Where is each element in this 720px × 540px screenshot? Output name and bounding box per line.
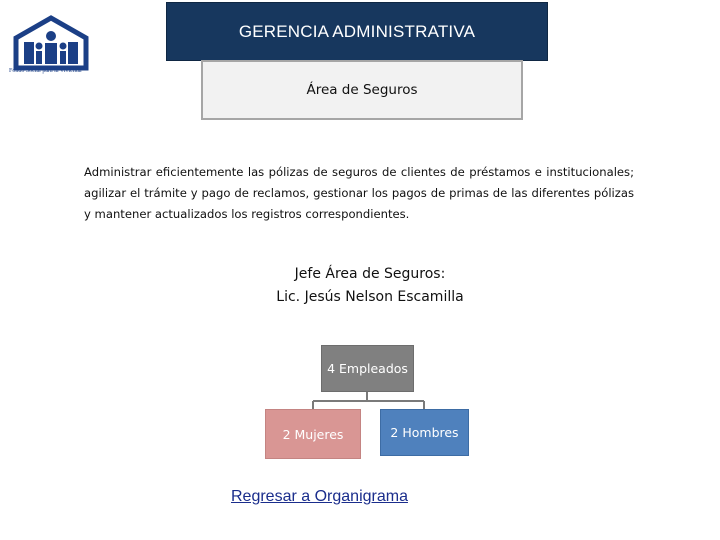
women-label: 2 Mujeres (282, 426, 344, 442)
jefe-title: Jefe Área de Seguros: (294, 266, 446, 282)
area-title-box (201, 60, 523, 120)
men-node (380, 409, 469, 456)
women-node (265, 409, 361, 459)
men-label: 2 Hombres (390, 425, 459, 440)
area-title: Área de Seguros (306, 82, 418, 98)
page-title: GERENCIA ADMINISTRATIVA (238, 21, 476, 41)
area-description: Administrar eficientemente las pólizas de seguros de clientes de préstamos e institucionales; agilizar el trámite y pago de reclamos, gestionar los pagos de primas de las diferentes pólizas y mantener actualizados los registros correspondientes. (84, 165, 634, 221)
employees-total-node (321, 345, 414, 392)
logo-caption: Fondo Social para la Vivienda (9, 68, 82, 74)
back-to-organigrama-link[interactable]: Regresar a Organigrama (231, 488, 408, 505)
jefe-name: Lic. Jesús Nelson Escamilla (276, 289, 464, 305)
employees-total-label: 4 Empleados (327, 361, 408, 376)
header-bar (166, 2, 548, 61)
